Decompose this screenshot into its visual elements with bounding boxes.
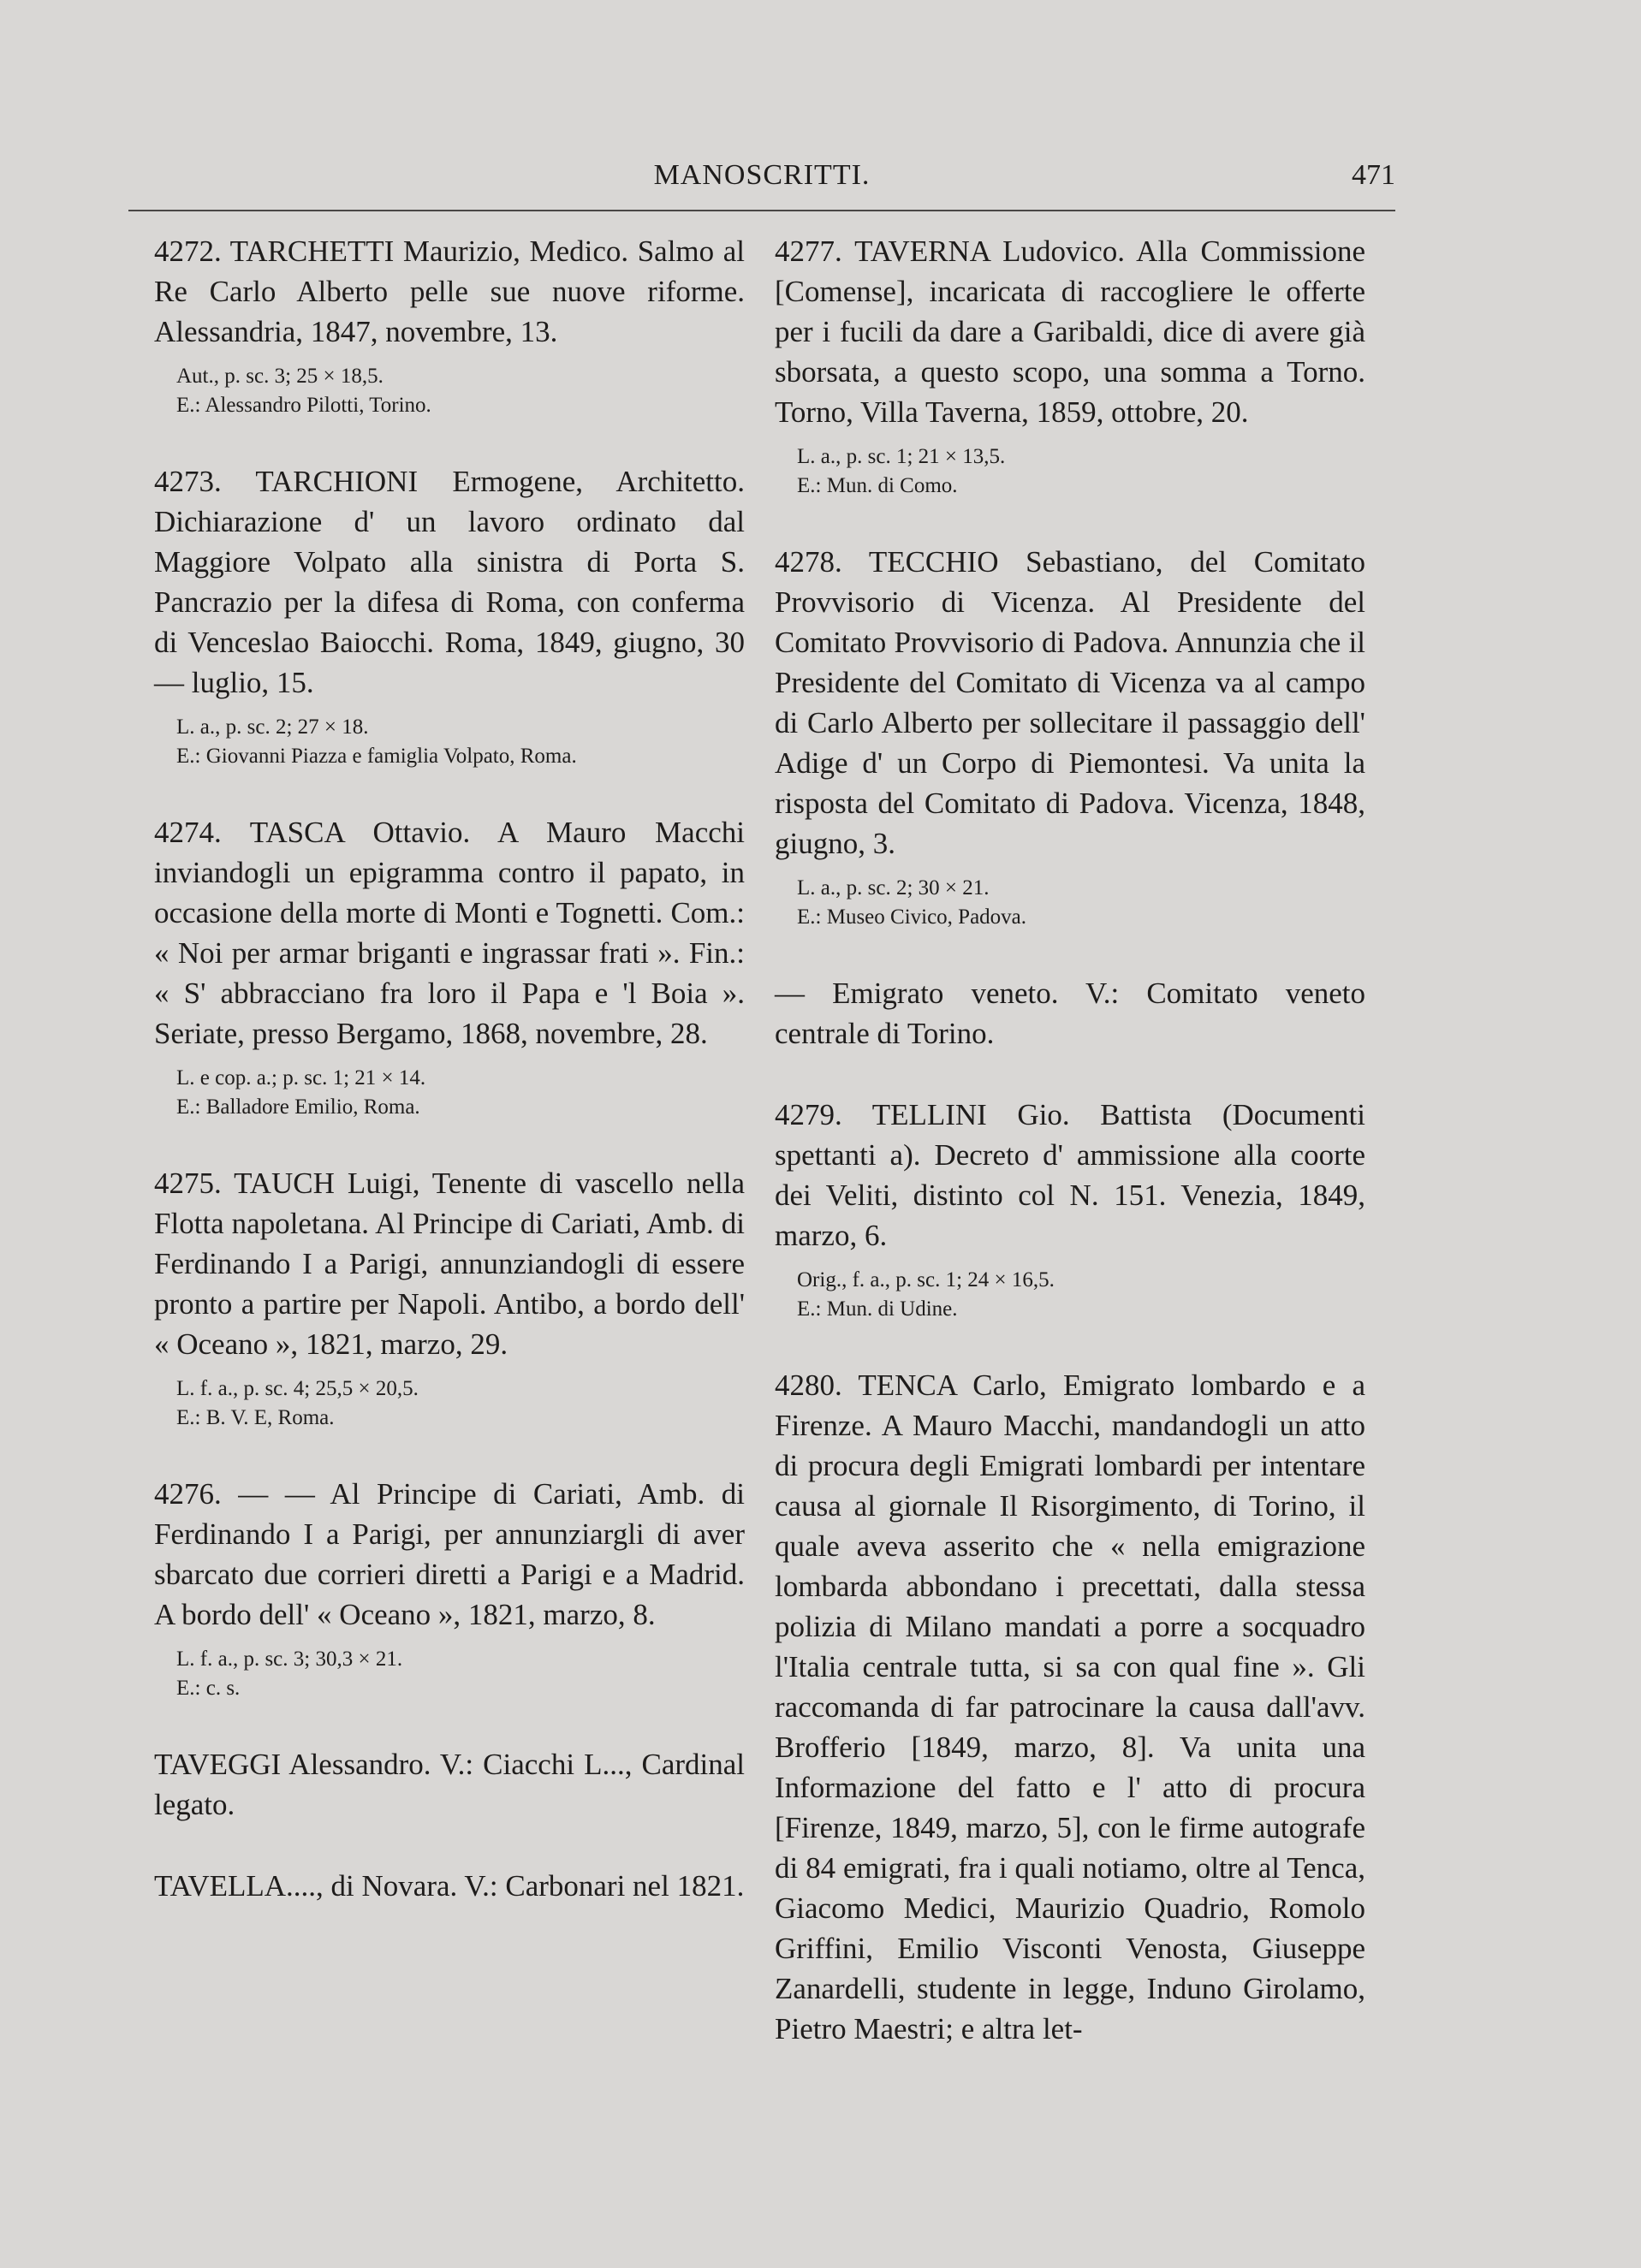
- cross-reference-emigrato-veneto: [775, 973, 1365, 1054]
- entry-meta: [775, 1266, 1365, 1324]
- entry-owner: E.: Balladore Emilio, Roma.: [176, 1095, 420, 1119]
- running-title: MANOSCRITTI.: [653, 159, 871, 191]
- entry-owner: E.: Mun. di Como.: [797, 474, 958, 497]
- entry-description: Aut., p. sc. 3; 25 × 18,5.: [176, 365, 383, 388]
- entry-owner: E.: Giovanni Piazza e famiglia Volpato, Roma.: [176, 745, 577, 768]
- entry-owner: E.: c. s.: [176, 1677, 241, 1700]
- entry-description: L. f. a., p. sc. 4; 25,5 × 20,5.: [176, 1377, 419, 1400]
- entry-text: 4275. TAUCH Luigi, Tenente di vascello nella Flotta napoletana. Al Principe di Cariati, Amb. di Ferdinando I a Parigi, annunziandogli di essere pronto a partire per Napoli. Antibo, a bordo dell' « Oceano », 1821, marzo, 29.: [154, 1167, 745, 1361]
- entry-description: Orig., f. a., p. sc. 1; 24 × 16,5.: [797, 1268, 1055, 1291]
- entry-text: 4273. TARCHIONI Ermogene, Architetto. Dichiarazione d' un lavoro ordinato dal Maggiore Volpato alla sinistra di Porta S. Pancrazio per la difesa di Roma, con conferma di Venceslao Baiocchi. Roma, 1849, giugno, 30 — luglio, 15.: [154, 465, 745, 699]
- entry-owner: E.: B. V. E, Roma.: [176, 1406, 335, 1429]
- entry-4273: [154, 461, 745, 771]
- cross-reference-text: TAVELLA...., di Novara. V.: Carbonari nel 1821.: [154, 1869, 745, 1903]
- entry-description: L. a., p. sc. 2; 27 × 18.: [176, 715, 369, 739]
- entry-text: 4272. TARCHETTI Maurizio, Medico. Salmo al Re Carlo Alberto pelle sue nuove riforme. Alessandria, 1847, novembre, 13.: [154, 235, 745, 348]
- page-number: 471: [1352, 159, 1395, 191]
- entry-4274: [154, 812, 745, 1122]
- entry-meta: [154, 1064, 745, 1122]
- entry-description: L. a., p. sc. 2; 30 × 21.: [797, 876, 990, 899]
- page-header: [128, 145, 1395, 205]
- cross-reference-text: TAVEGGI Alessandro. V.: Ciacchi L..., Cardinal legato.: [154, 1748, 745, 1821]
- entry-4277: [775, 231, 1365, 501]
- entry-text: 4278. TECCHIO Sebastiano, del Comitato Provvisorio di Vicenza. Al Presidente del Comitato Provvisorio di Padova. Annunzia che il Presidente del Comitato di Vicenza va al campo di Carlo Alberto per sollecitare il passaggio dell' Adige d' un Corpo di Piemontesi. Va unita la risposta del Comitato di Padova. Vicenza, 1848, giugno, 3.: [775, 545, 1365, 860]
- entry-description: L. a., p. sc. 1; 21 × 13,5.: [797, 445, 1006, 468]
- entry-description: L. f. a., p. sc. 3; 30,3 × 21.: [176, 1648, 403, 1671]
- left-column: [154, 231, 745, 1947]
- entry-4280: [775, 1365, 1365, 2049]
- entry-4279: [775, 1095, 1365, 1324]
- entry-meta: [154, 1374, 745, 1433]
- entry-owner: E.: Alessandro Pilotti, Torino.: [176, 394, 431, 417]
- entry-meta: [775, 442, 1365, 501]
- entry-meta: [154, 362, 745, 420]
- header-rule: [128, 210, 1395, 211]
- entry-meta: [154, 713, 745, 771]
- entry-owner: E.: Museo Civico, Padova.: [797, 905, 1027, 929]
- entry-4278: [775, 542, 1365, 932]
- entry-text: 4280. TENCA Carlo, Emigrato lombardo e a Firenze. A Mauro Macchi, mandandogli un atto di procura degli Emigrati lombardi per intentare causa al giornale Il Risorgimento, di Torino, il quale aveva asserito che « nella emigrazione lombarda abbondano i precettati, dalla stessa polizia di Milano mandati a porre a socquadro l'Italia centrale tutta, si sa con qual fine ». Gli raccomanda di far patrocinare la causa dall'avv. Brofferio [1849, marzo, 8]. Va unita una Informazione del fatto e l' atto di procura [Firenze, 1849, marzo, 5], con le firme autografe di 84 emigrati, fra i quali notiamo, oltre al Tenca, Giacomo Medici, Maurizio Quadrio, Romolo Griffini, Emilio Visconti Venosta, Giuseppe Zanardelli, studente in legge, Induno Girolamo, Pietro Maestri; e altra let-: [775, 1369, 1365, 2045]
- cross-reference-taveggi: [154, 1744, 745, 1825]
- entry-4275: [154, 1163, 745, 1433]
- entry-owner: E.: Mun. di Udine.: [797, 1297, 958, 1321]
- entry-text: 4276. — — Al Principe di Cariati, Amb. di Ferdinando I a Parigi, per annunziargli di aver sbarcato due corrieri diretti a Parigi e a Madrid. A bordo dell' « Oceano », 1821, marzo, 8.: [154, 1477, 745, 1631]
- entry-text: 4277. TAVERNA Ludovico. Alla Commissione [Comense], incaricata di raccogliere le offerte per i fucili da dare a Garibaldi, dice di avere già sborsata, a questo scopo, una somma a Torno. Torno, Villa Taverna, 1859, ottobre, 20.: [775, 235, 1365, 429]
- cross-reference-text: — Emigrato veneto. V.: Comitato veneto centrale di Torino.: [775, 977, 1365, 1050]
- entry-text: 4279. TELLINI Gio. Battista (Documenti spettanti a). Decreto d' ammissione alla coorte dei Veliti, distinto col N. 151. Venezia, 1849, marzo, 6.: [775, 1098, 1365, 1252]
- entry-4276: [154, 1474, 745, 1703]
- entry-meta: [154, 1645, 745, 1703]
- entry-4272: [154, 231, 745, 420]
- right-column: [775, 231, 1365, 2090]
- entry-description: L. e cop. a.; p. sc. 1; 21 × 14.: [176, 1066, 426, 1089]
- entry-text: 4274. TASCA Ottavio. A Mauro Macchi inviandogli un epigramma contro il papato, in occasione della morte di Monti e Tognetti. Com.: « Noi per armar briganti e ingrassar frati ». Fin.: « S' abbracciano fra loro il Papa e 'l Boia ». Seriate, presso Bergamo, 1868, novembre, 28.: [154, 816, 745, 1050]
- entry-meta: [775, 874, 1365, 932]
- cross-reference-tavella: [154, 1866, 745, 1906]
